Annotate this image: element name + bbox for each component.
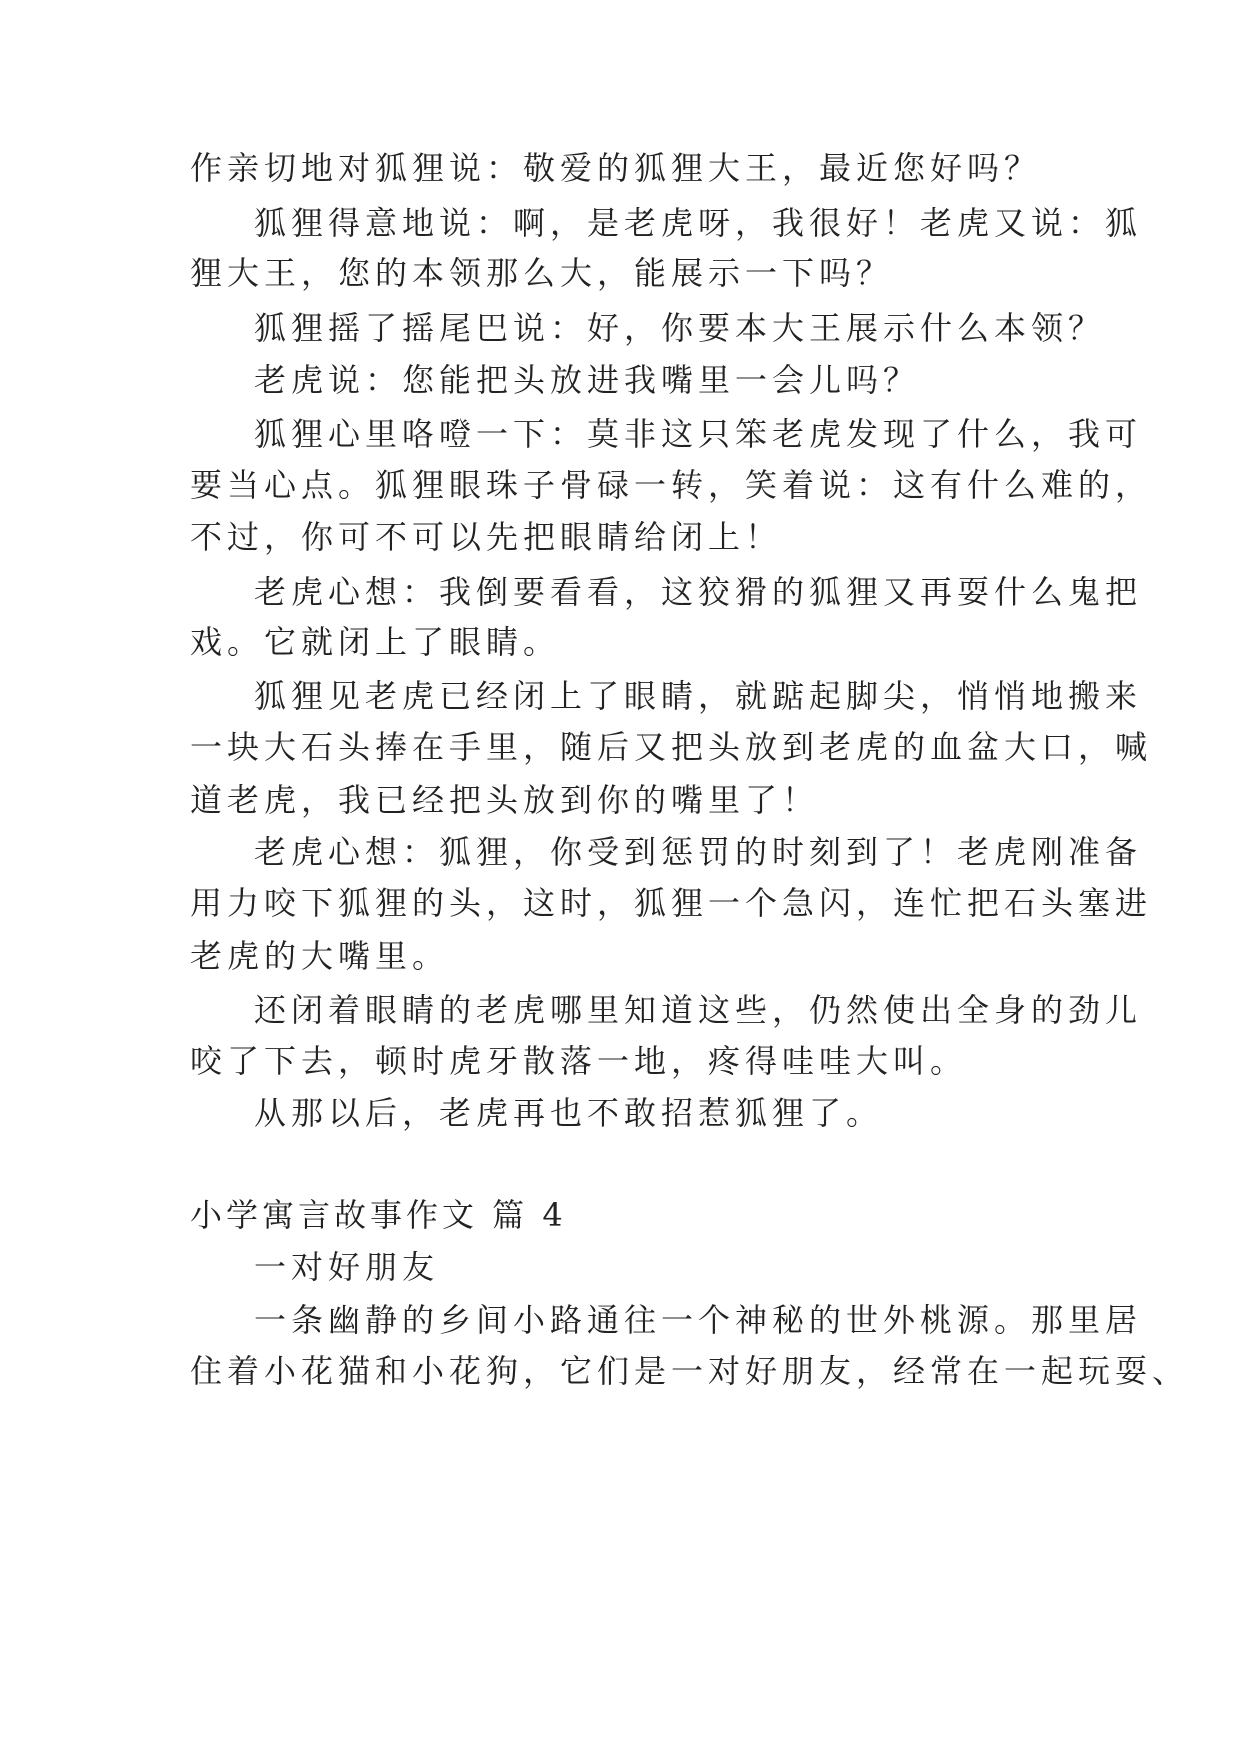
text-line: 道老虎，我已经把头放到你的嘴里了！ (190, 781, 820, 819)
paragraph-start: 老虎心想：狐狸，你受到惩罚的时刻到了！老虎刚准备 (254, 833, 1143, 871)
text-line: 要当心点。狐狸眼珠子骨碌一转，笑着说：这有什么难的， (190, 466, 1153, 504)
paragraph-start: 狐狸摇了摇尾巴说：好，你要本大王展示什么本领？ (254, 309, 1106, 347)
text-line: 咬了下去，顿时虎牙散落一地，疼得哇哇大叫。 (190, 1042, 968, 1080)
paragraph-start: 狐狸得意地说：啊，是老虎呀，我很好！老虎又说：狐 (254, 204, 1143, 242)
paragraph-start: 老虎说：您能把头放进我嘴里一会儿吗？ (254, 361, 921, 399)
text-line: 用力咬下狐狸的头，这时，狐狸一个急闪，连忙把石头塞进 (190, 884, 1153, 922)
text-line: 狸大王，您的本领那么大，能展示一下吗？ (190, 254, 894, 292)
text-line: 作亲切地对狐狸说：敬爱的狐狸大王，最近您好吗？ (190, 149, 1042, 187)
text-line: 戏。它就闭上了眼睛。 (190, 623, 561, 661)
paragraph-start: 还闭着眼睛的老虎哪里知道这些，仍然使出全身的劲儿 (254, 991, 1143, 1029)
section-heading: 小学寓言故事作文 篇 4 (190, 1196, 567, 1234)
text-line: 不过，你可不可以先把眼睛给闭上！ (190, 518, 783, 556)
paragraph-start: 一条幽静的乡间小路通往一个神秘的世外桃源。那里居 (254, 1301, 1143, 1339)
paragraph-start: 老虎心想：我倒要看看，这狡猾的狐狸又再耍什么鬼把 (254, 573, 1143, 611)
text-line: 老虎的大嘴里。 (190, 937, 450, 975)
text-line: 一块大石头捧在手里，随后又把头放到老虎的血盆大口，喊 (190, 728, 1153, 766)
paragraph-start: 狐狸心里咯噔一下：莫非这只笨老虎发现了什么，我可 (254, 415, 1143, 453)
paragraph-start: 狐狸见老虎已经闭上了眼睛，就踮起脚尖，悄悄地搬来 (254, 677, 1143, 715)
paragraph-start: 从那以后，老虎再也不敢招惹狐狸了。 (254, 1094, 884, 1132)
story-title: 一对好朋友 (254, 1248, 440, 1286)
text-line: 住着小花猫和小花狗，它们是一对好朋友，经常在一起玩耍、 (190, 1352, 1190, 1390)
